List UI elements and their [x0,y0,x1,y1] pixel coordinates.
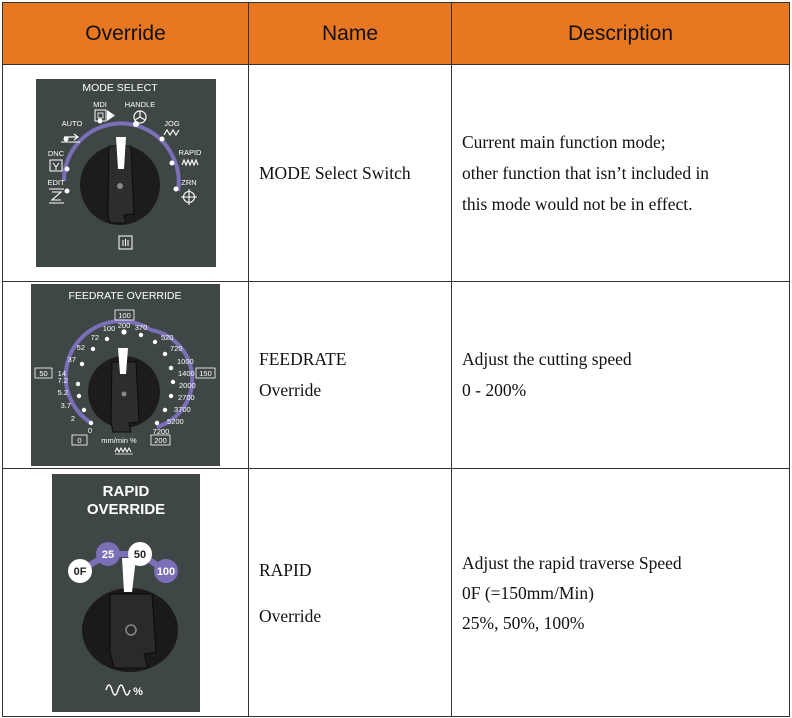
rapid-desc-line-1: Adjust the rapid traverse Speed [462,552,682,573]
rapid-title-line-1: RAPID [102,482,149,500]
rapid-desc-cell [452,469,790,717]
feedrate-name-line-2: Override [259,380,322,400]
mode-select-title: MODE SELECT [81,82,158,94]
rapid-override-cell [3,469,249,717]
feedrate-scale-3-7: 3.7 [60,401,71,410]
rapid-name-line-2: Override [259,605,322,626]
feedrate-scale-0: 0 [87,426,93,435]
mode-select-desc-line-1: Current main function mode; [462,131,666,152]
rapid-pos-100: 100 [156,565,175,578]
rapid-name-line-1: RAPID [259,559,312,580]
override-table [2,2,790,717]
feedrate-scale-520: 520 [161,333,174,342]
header-row [3,3,790,65]
rapid-pos-25: 25 [101,548,114,561]
mode-select-cell [3,65,249,282]
feedrate-unit: mm/min % [101,436,137,445]
feedrate-desc-cell [452,282,790,469]
label-rapid: RAPID [178,148,201,157]
mode-select-desc-cell [452,65,790,282]
feedrate-scale-7-2: 7.2 [57,376,68,385]
feedrate-box-150: 150 [199,369,212,378]
mode-select-name-cell [249,65,452,282]
table-row [3,469,790,717]
feedrate-scale-5-2: 5.2 [57,388,68,397]
feedrate-override-panel[interactable] [31,284,220,466]
feedrate-box-0: 0 [77,436,82,445]
feedrate-box-50: 50 [39,369,48,378]
feedrate-name-cell [249,282,452,469]
feedrate-scale-72: 72 [90,333,99,342]
feedrate-scale-100: 100 [102,324,116,333]
feedrate-scale-2000: 2000 [179,381,196,390]
feedrate-name-line-1: FEEDRATE [259,349,347,369]
label-mdi: MDI [92,100,107,109]
mode-select-name: MODE Select Switch [259,162,411,183]
feedrate-scale-52: 52 [76,343,85,352]
feedrate-box-200: 200 [154,436,167,445]
rapid-pos-50: 50 [133,548,146,561]
feedrate-scale-200: 200 [117,321,131,330]
label-zrn: ZRN [180,178,197,187]
feedrate-box-100: 100 [118,311,131,320]
header-name: Name [249,3,452,65]
feedrate-title: FEEDRATE OVERRIDE [68,290,182,302]
label-edit: EDIT [46,178,65,187]
feedrate-scale-37: 37 [67,355,76,364]
feedrate-scale-5200: 5200 [167,417,184,426]
label-dnc: DNC [47,149,64,158]
header-override: Override [3,3,249,65]
mode-select-panel[interactable] [36,79,216,267]
table-row [3,282,790,469]
mode-select-desc-line-2: other function that isn’t included in [462,162,710,183]
rapid-name-cell [249,469,452,717]
table-row [3,65,790,282]
rapid-desc-line-2: 0F (=150mm/Min) [462,582,594,603]
label-jog: JOG [163,119,180,128]
feedrate-desc-line-1: Adjust the cutting speed [462,349,632,369]
rapid-unit: % [132,685,143,698]
label-auto: AUTO [61,119,82,128]
rapid-pos-0f: 0F [73,565,86,578]
feedrate-scale-1400: 1400 [178,369,195,378]
feedrate-scale-370: 370 [134,323,148,332]
rapid-title-line-2: OVERRIDE [86,500,165,518]
label-handle: HANDLE [124,100,155,109]
feedrate-scale-2: 2 [70,414,75,423]
feedrate-override-cell [3,282,249,469]
header-description: Description [452,3,790,65]
rapid-override-panel[interactable] [52,474,200,712]
feedrate-desc-line-2: 0 - 200% [462,380,527,400]
feedrate-scale-7200: 7200 [152,427,170,436]
feedrate-scale-14: 14 [57,369,66,378]
rapid-desc-line-3: 25%, 50%, 100% [462,612,585,633]
feedrate-scale-1000: 1000 [177,357,194,366]
feedrate-scale-720: 720 [170,344,183,353]
mode-select-desc-line-3: this mode would not be in effect. [462,193,693,214]
feedrate-scale-2700: 2700 [178,393,195,402]
feedrate-scale-3700: 3700 [174,405,191,414]
